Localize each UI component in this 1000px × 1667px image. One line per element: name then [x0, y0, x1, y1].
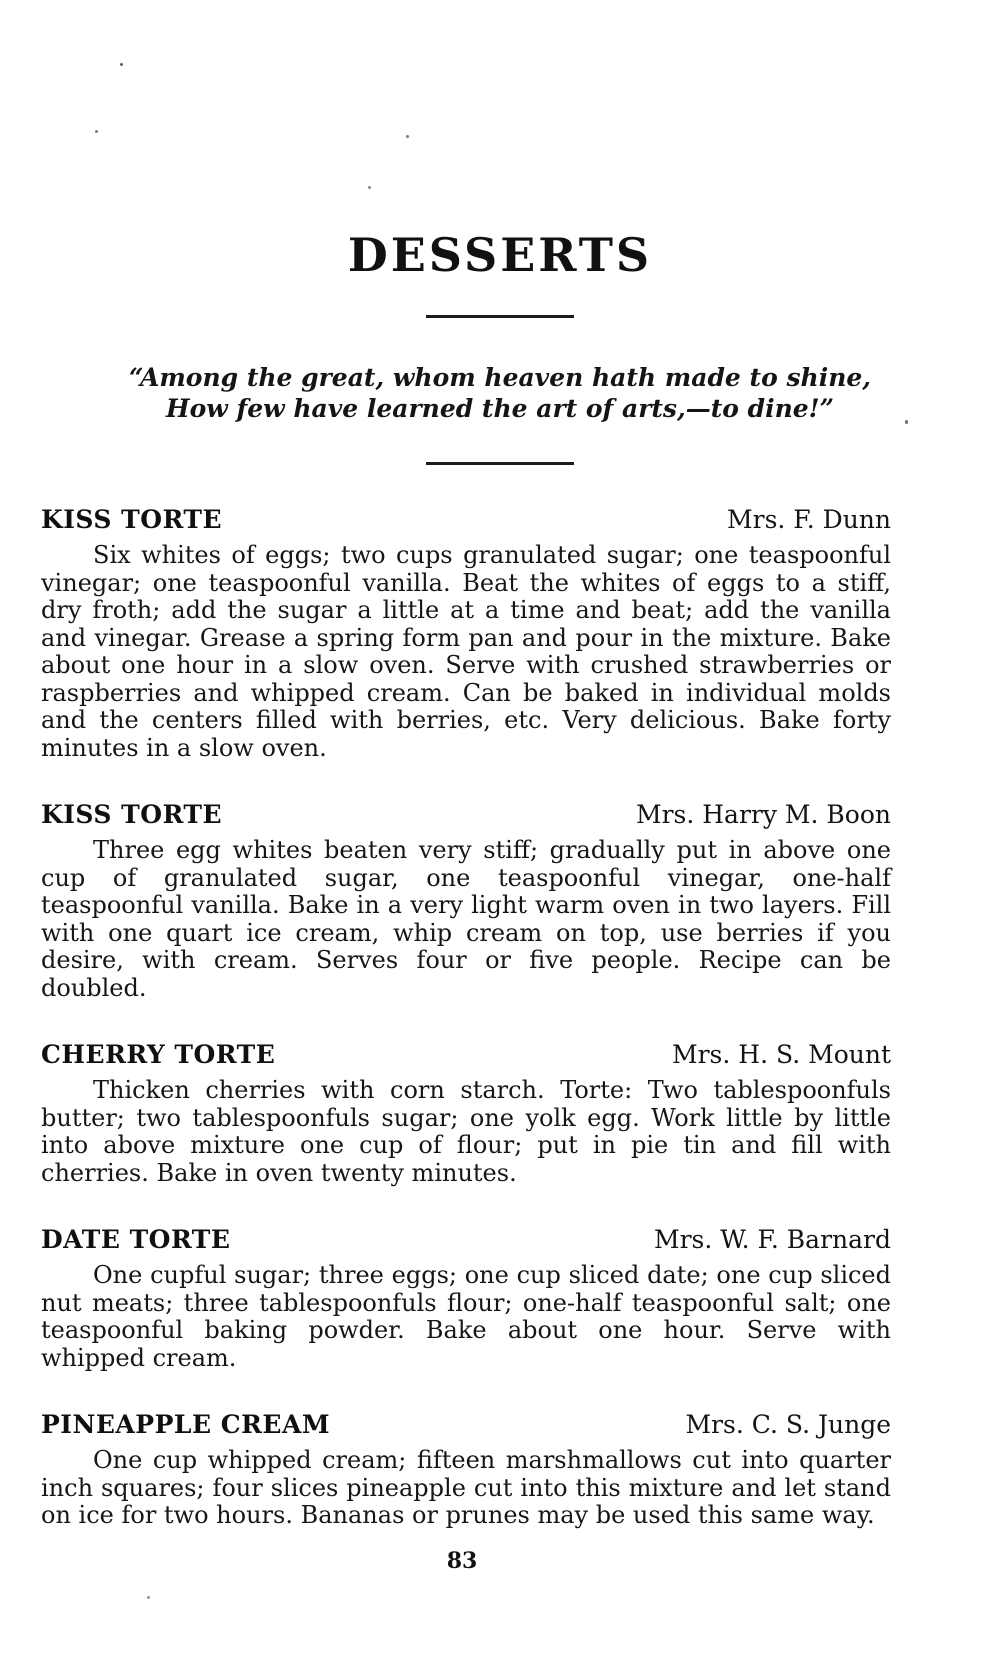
recipe-list — [41, 505, 891, 1530]
page-title: DESSERTS — [347, 228, 653, 282]
recipe-body: One cupful sugar; three eggs; one cup sliced date; one cup sliced nut meats; three tablespoonfuls flour; one-half teaspoonful salt; one teaspoonful baking powder. Bake about one hour. Serve with whipped cream. — [41, 1261, 891, 1372]
recipe-date-torte — [41, 1225, 891, 1372]
recipe-pineapple-cream — [41, 1410, 891, 1530]
recipe-heading-row — [41, 1410, 891, 1440]
recipe-heading-row — [41, 800, 891, 830]
recipe-title: KISS TORTE — [41, 505, 223, 534]
recipe-contributor: Mrs. H. S. Mount — [672, 1040, 891, 1069]
recipe-title: DATE TORTE — [41, 1225, 231, 1254]
scan-speck — [368, 186, 371, 189]
scan-speck — [120, 63, 123, 66]
recipe-title: KISS TORTE — [41, 800, 223, 829]
epigraph-quote — [0, 362, 1000, 424]
recipe-body: Six whites of eggs; two cups granulated sugar; one teaspoonful vinegar; one teaspoonful vanilla. Beat the whites of eggs to a stiff, dry froth; add the sugar a little at a time and beat; add the vanilla and vinegar. Grease a spring form pan and pour in the mixture. Bake about one hour in a slow oven. Serve with crushed strawberries or raspberries and whipped cream. Can be baked in individual molds and the centers filled with berries, etc. Very delicious. Bake forty minutes in a slow oven. — [41, 541, 891, 762]
recipe-title: CHERRY TORTE — [41, 1040, 276, 1069]
scan-speck — [905, 420, 908, 424]
scan-speck — [406, 135, 409, 138]
recipe-body: Thicken cherries with corn starch. Torte: Two tablespoonfuls butter; two tablespoonfuls sugar; one yolk egg. Work little by little into above mixture one cup of flour; put in pie tin and fill with cherries. Bake in oven twenty minutes. — [41, 1076, 891, 1187]
recipe-cherry-torte — [41, 1040, 891, 1187]
recipe-kiss-torte-2 — [41, 800, 891, 1002]
scan-speck — [147, 1596, 150, 1599]
recipe-heading-row — [41, 505, 891, 535]
divider-rule — [426, 462, 574, 465]
recipe-contributor: Mrs. W. F. Barnard — [653, 1225, 891, 1254]
scan-speck — [95, 130, 98, 133]
page-number: 83 — [446, 1548, 478, 1574]
recipe-body: One cup whipped cream; fifteen marshmallows cut into quarter inch squares; four slices pineapple cut into this mixture and let stand on ice for two hours. Bananas or prunes may be used this same way. — [41, 1446, 891, 1529]
recipe-body: Three egg whites beaten very stiff; gradually put in above one cup of granulated sugar, one teaspoonful vinegar, one-half teaspoonful vanilla. Bake in a very light warm oven in two layers. Fill with one quart ice cream, whip cream on top, use berries if you desire, with cream. Serves four or five people. Recipe can be doubled. — [41, 836, 891, 1002]
recipe-contributor: Mrs. F. Dunn — [727, 505, 891, 534]
recipe-title: PINEAPPLE CREAM — [41, 1410, 331, 1439]
recipe-contributor: Mrs. Harry M. Boon — [635, 800, 891, 829]
recipe-heading-row — [41, 1040, 891, 1070]
recipe-kiss-torte-1 — [41, 505, 891, 762]
recipe-contributor: Mrs. C. S. Junge — [685, 1410, 891, 1439]
divider-rule — [426, 315, 574, 318]
quote-line-1: “Among the great, whom heaven hath made to shine, — [129, 363, 871, 392]
quote-line-2: How few have learned the art of arts,—to dine!” — [165, 394, 835, 423]
recipe-heading-row — [41, 1225, 891, 1255]
